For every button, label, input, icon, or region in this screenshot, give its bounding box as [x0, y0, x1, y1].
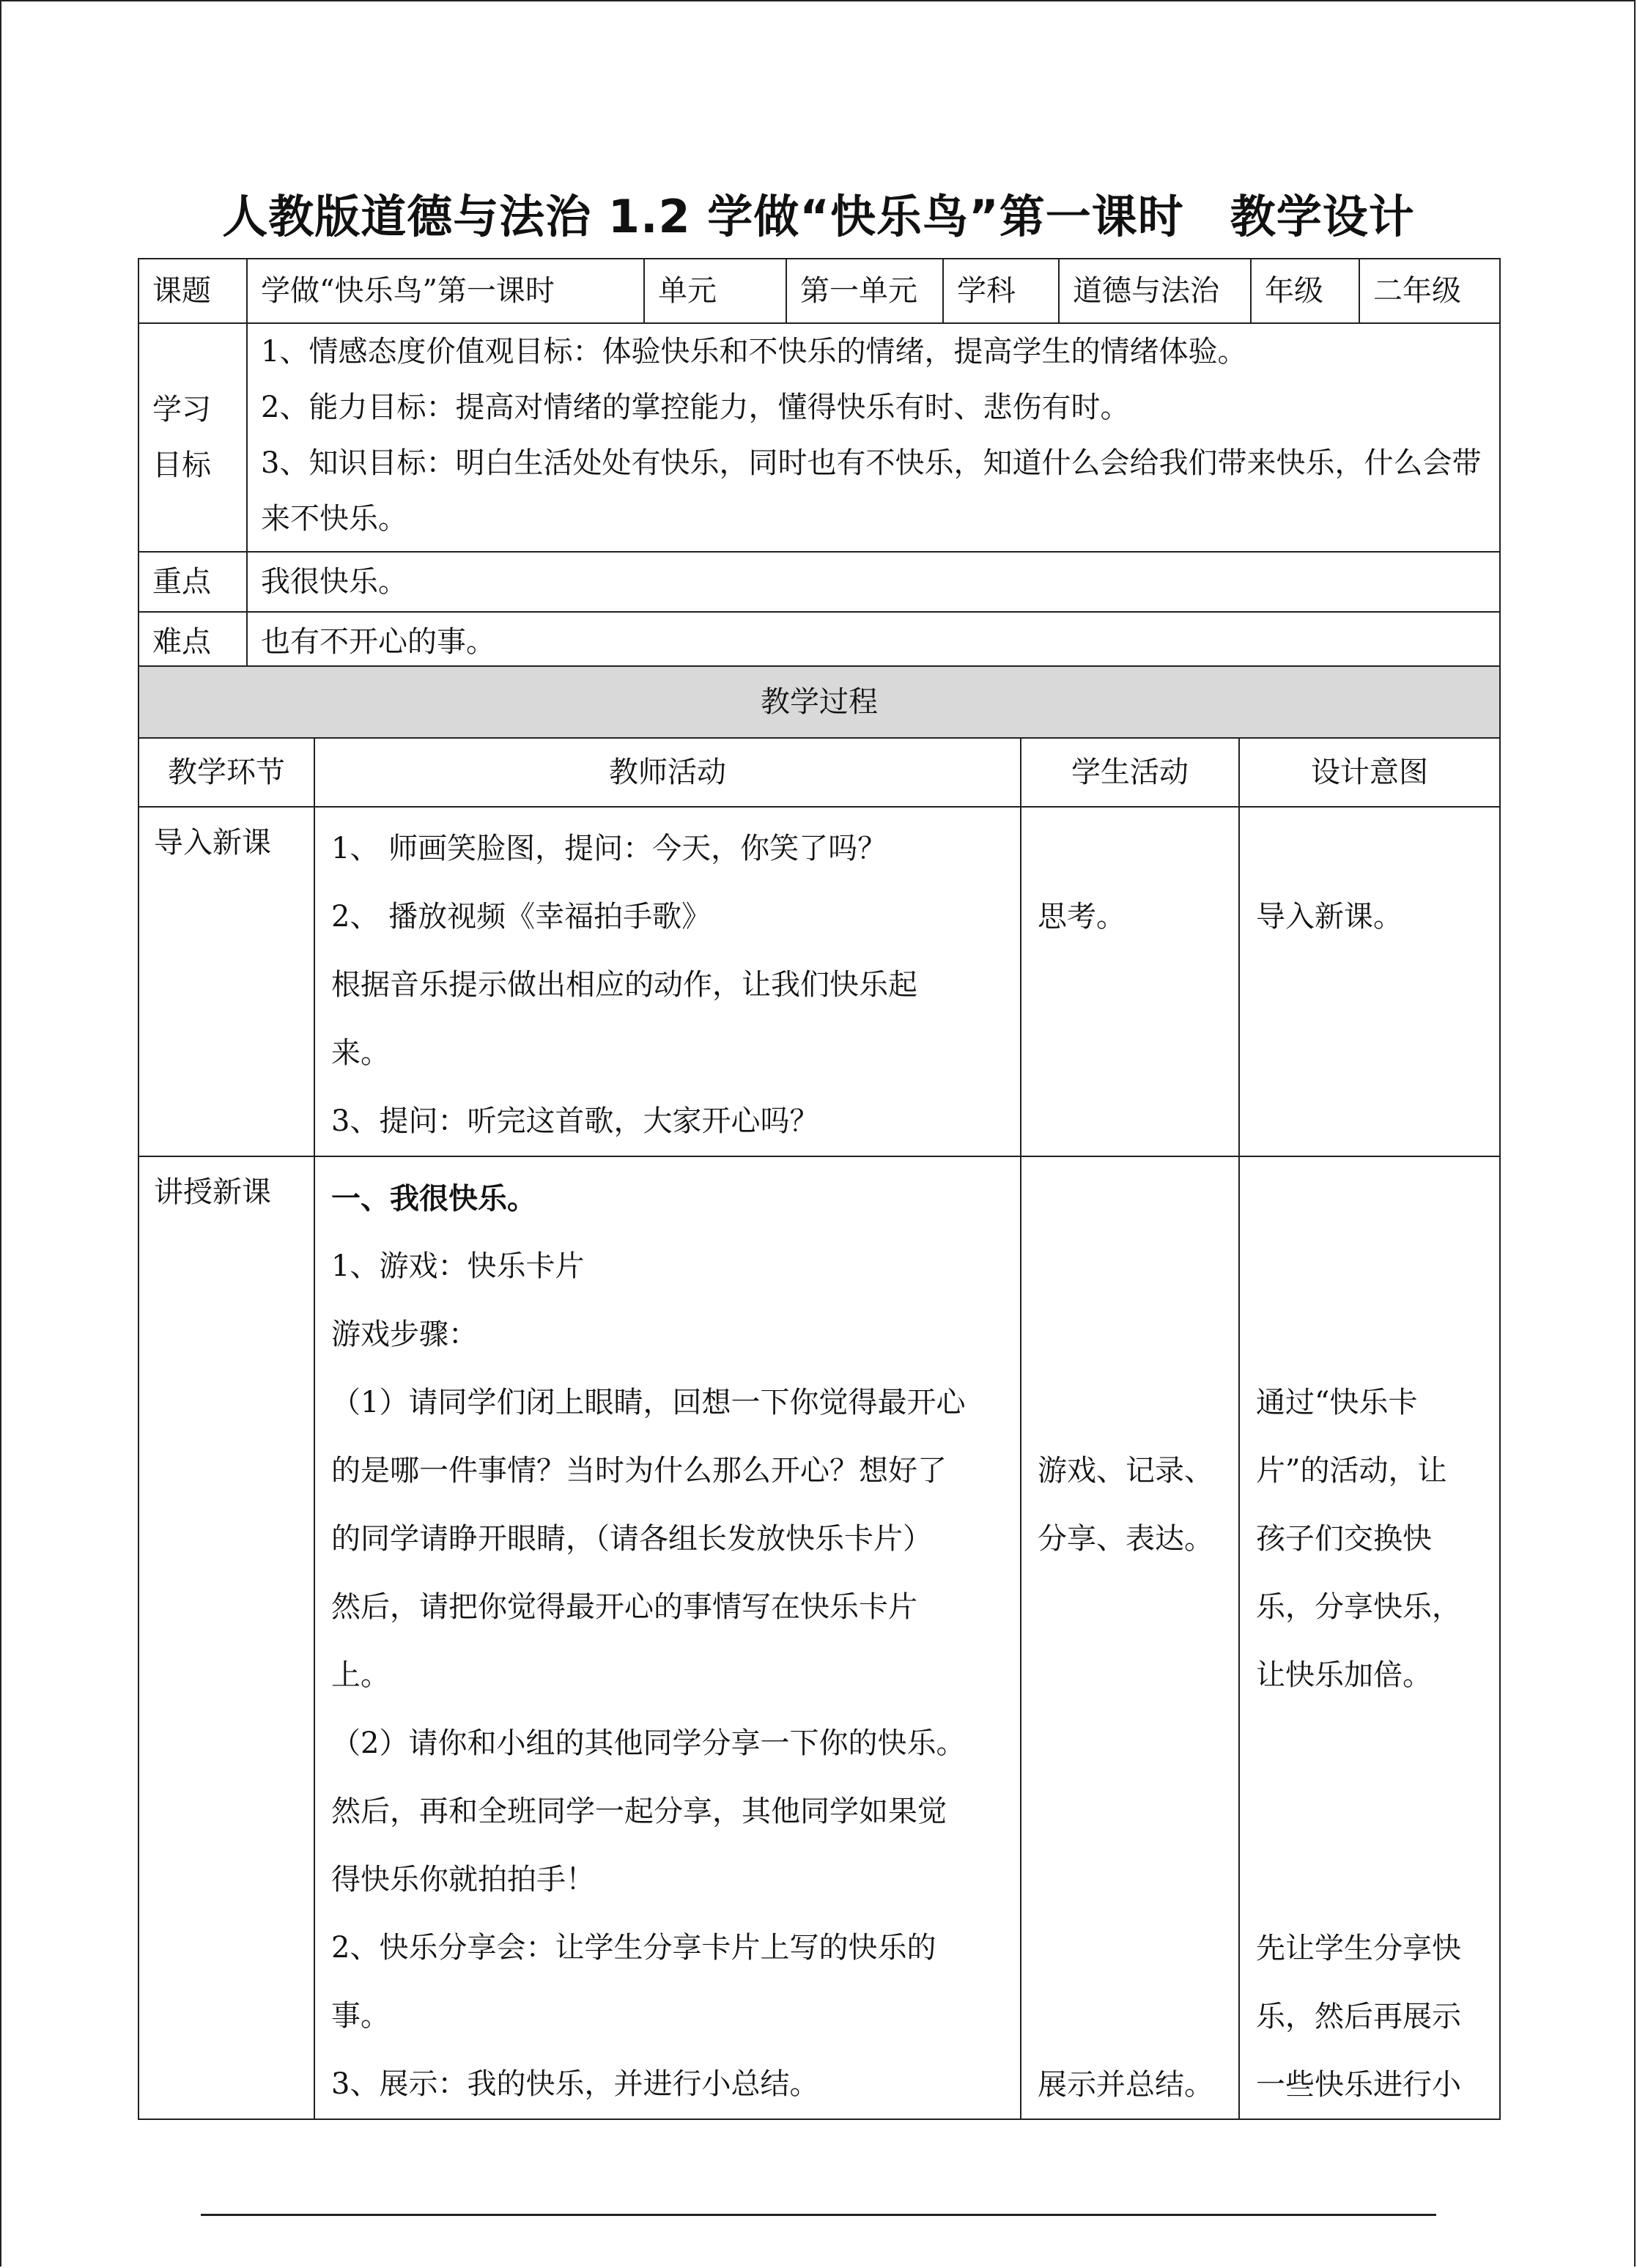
teacher-line: 3、展示：我的快乐，并进行小总结。	[331, 2067, 819, 2101]
teacher-line: 的同学请睁开眼睛，（请各组长发放快乐卡片）	[331, 1522, 932, 1556]
column-header-intent: 设计意图	[1239, 738, 1500, 807]
grade-value: 二年级	[1359, 259, 1500, 323]
difficulty-value: 也有不开心的事。	[247, 612, 1500, 672]
intent-line: 乐，分享快乐，	[1256, 1590, 1461, 1624]
intent-line: 一些快乐进行小	[1256, 2068, 1461, 2102]
teacher-line: 3、提问：听完这首歌，大家开心吗？	[331, 1104, 819, 1138]
column-header-stage: 教学环节	[138, 738, 314, 807]
teacher-line: 事。	[331, 1999, 390, 2033]
topic-value: 学做“快乐鸟”第一课时	[247, 259, 644, 323]
column-header-student: 学生活动	[1021, 738, 1239, 807]
design-intent-cell	[1239, 1156, 1500, 2119]
teacher-line: 的是哪一件事情？当时为什么那么开心？想好了	[331, 1454, 947, 1488]
goals-content	[247, 323, 1500, 552]
goal-item: 3、知识目标：明白生活处处有快乐，同时也有不快乐，知道什么会给我们带来快乐，什么会带来不快乐。	[261, 446, 1482, 536]
student-line: 展示并总结。	[1038, 2068, 1213, 2102]
teacher-line: 然后，再和全班同学一起分享，其他同学如果觉	[331, 1795, 947, 1828]
teacher-line: 然后，请把你觉得最开心的事情写在快乐卡片	[331, 1590, 917, 1624]
footer-rule	[201, 2214, 1436, 2216]
section-heading: 一、我很快乐。	[331, 1181, 536, 1216]
stage-cell: 讲授新课	[138, 1156, 314, 2119]
teacher-line: 来。	[331, 1036, 390, 1070]
key-point-label: 重点	[138, 552, 247, 612]
teacher-activity-cell	[314, 1156, 1021, 2119]
teacher-line: （1）请同学们闭上眼睛，回想一下你觉得最开心	[331, 1386, 966, 1419]
goals-label	[138, 323, 247, 552]
topic-label: 课题	[138, 259, 247, 323]
intent-line: 先让学生分享快	[1256, 1932, 1461, 1965]
intent-line: 通过“快乐卡	[1256, 1386, 1418, 1419]
difficulty-label: 难点	[138, 612, 247, 672]
intent-line: 乐，然后再展示	[1256, 2000, 1461, 2034]
intent-line: 孩子们交换快	[1256, 1522, 1432, 1556]
teacher-line: 1、 师画笑脸图，提问：今天，你笑了吗？	[331, 832, 887, 865]
teacher-line: 2、快乐分享会：让学生分享卡片上写的快乐的	[331, 1931, 936, 1965]
unit-label: 单元	[644, 259, 786, 323]
unit-value: 第一单元	[786, 259, 943, 323]
teacher-line: 2、 播放视频《幸福拍手歌》	[331, 900, 712, 934]
goal-item: 1、情感态度价值观目标：体验快乐和不快乐的情绪，提高学生的情绪体验。	[261, 335, 1247, 369]
student-line: 游戏、记录、	[1038, 1454, 1213, 1488]
student-activity-cell: 思考。	[1021, 807, 1239, 1156]
teaching-process-table	[138, 665, 1501, 2120]
grade-label: 年级	[1251, 259, 1359, 323]
subject-value: 道德与法治	[1059, 259, 1251, 323]
key-point-value: 我很快乐。	[247, 552, 1500, 612]
goals-label-line-1: 学习	[152, 393, 211, 426]
teacher-activity-cell	[314, 807, 1021, 1156]
teacher-line: （2）请你和小组的其他同学分享一下你的快乐。	[331, 1726, 966, 1760]
table-row	[138, 807, 1500, 1156]
process-header: 教学过程	[138, 666, 1500, 738]
teacher-line: 得快乐你就拍拍手！	[331, 1863, 595, 1896]
lesson-info-table	[138, 258, 1501, 673]
goals-label-line-2: 目标	[152, 448, 211, 482]
column-header-teacher: 教师活动	[314, 738, 1021, 807]
teacher-line: 1、游戏：快乐卡片	[331, 1249, 585, 1283]
design-intent-cell: 导入新课。	[1239, 807, 1500, 1156]
stage-cell: 导入新课	[138, 807, 314, 1156]
student-line: 分享、表达。	[1038, 1522, 1213, 1556]
intent-line: 片”的活动，让	[1256, 1454, 1447, 1488]
subject-label: 学科	[943, 259, 1059, 323]
teacher-line: 游戏步骤：	[331, 1318, 478, 1351]
page-title: 人教版道德与法治 1.2 学做“快乐鸟”第一课时 教学设计	[222, 190, 1415, 243]
table-row	[138, 1156, 1500, 2119]
teacher-line: 上。	[331, 1658, 390, 1692]
teacher-line: 根据音乐提示做出相应的动作，让我们快乐起	[331, 968, 917, 1002]
student-activity-cell	[1021, 1156, 1239, 2119]
goal-item: 2、能力目标：提高对情绪的掌控能力，懂得快乐有时、悲伤有时。	[261, 391, 1130, 424]
intent-line: 让快乐加倍。	[1256, 1658, 1432, 1692]
